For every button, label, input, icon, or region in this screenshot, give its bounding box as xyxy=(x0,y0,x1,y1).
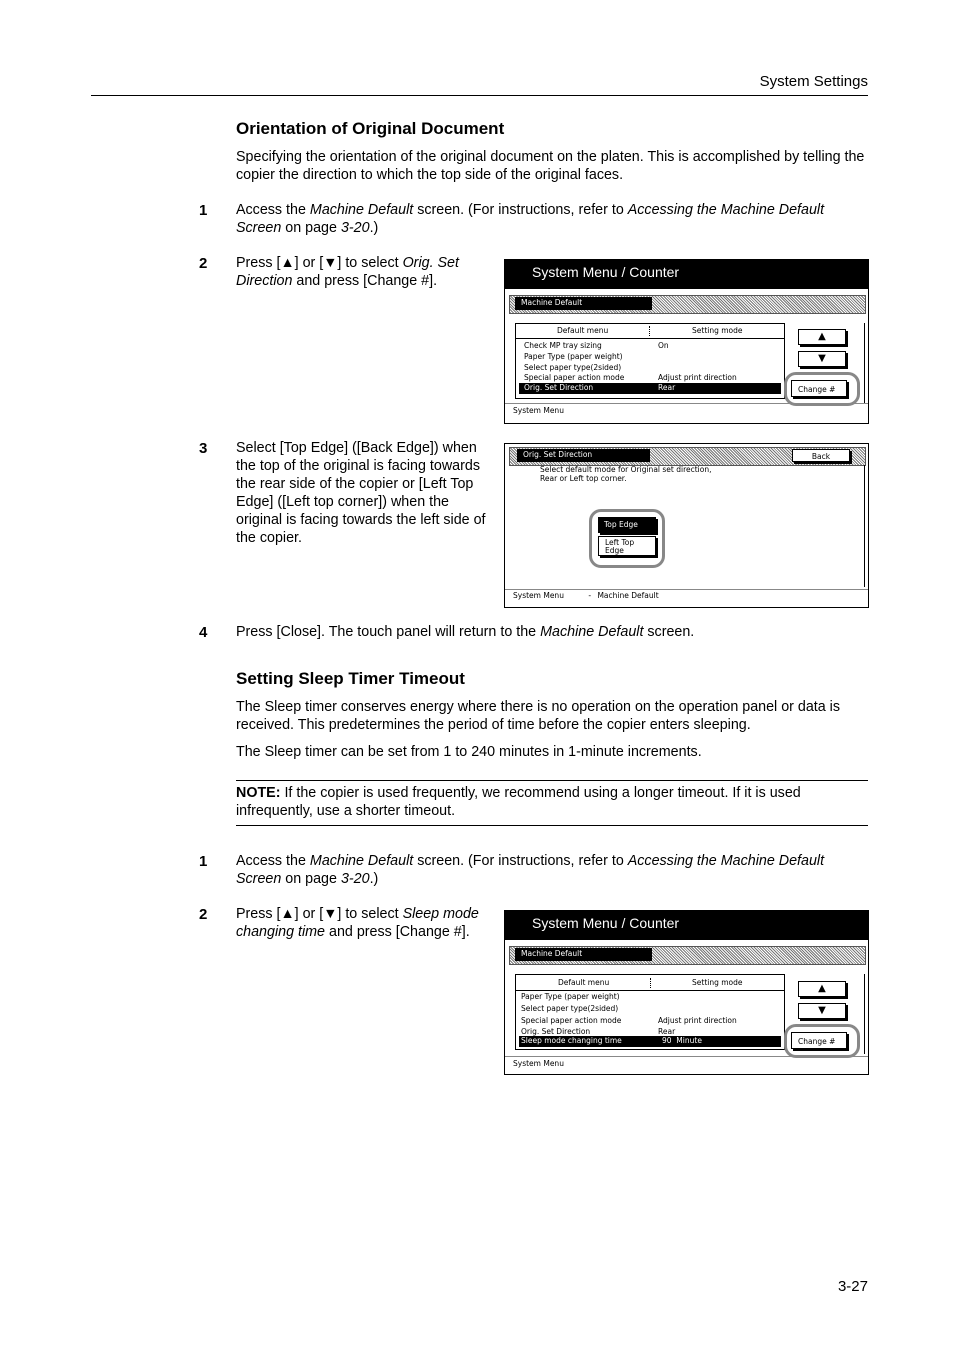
change-button[interactable]: Change # xyxy=(791,380,847,397)
column-divider xyxy=(650,978,651,988)
step-number: 1 xyxy=(199,853,208,870)
tab-machine-default: Machine Default xyxy=(515,297,652,310)
panel-edge xyxy=(864,323,865,403)
note-top-rule xyxy=(236,780,868,781)
list-item[interactable]: Paper Type (paper weight) xyxy=(521,992,620,1001)
list-item-value: Rear xyxy=(658,1027,676,1036)
list-item[interactable]: Select paper type(2sided) xyxy=(521,1004,619,1013)
column-divider xyxy=(649,326,650,336)
header-rule xyxy=(91,95,868,96)
step-number: 2 xyxy=(199,255,208,272)
instruction-text: Select default mode for Original set direction, xyxy=(540,465,712,474)
page-number: 3-27 xyxy=(837,1278,868,1295)
scroll-up-button[interactable]: ▲ xyxy=(798,981,846,997)
panel-title: System Menu / Counter xyxy=(505,911,868,940)
list-item[interactable]: Select paper type(2sided) xyxy=(524,363,622,372)
settings-list xyxy=(515,974,785,1050)
panel-title: System Menu / Counter xyxy=(505,260,868,289)
touch-panel-orig-set-direction xyxy=(504,443,869,608)
section-title-orientation: Orientation of Original Document xyxy=(236,119,505,138)
list-item[interactable]: Check MP tray sizing xyxy=(524,341,602,350)
step-text: Press [Close]. The touch panel will return to the Machine Default screen. xyxy=(236,624,695,640)
list-item-selected[interactable]: Sleep mode changing time 90 Minute xyxy=(519,1036,781,1047)
step-number: 1 xyxy=(199,202,208,219)
column-header-default-menu: Default menu xyxy=(557,326,609,335)
section-paragraph: The Sleep timer can be set from 1 to 240 minutes in 1-minute increments. xyxy=(236,744,702,760)
list-item-value: Adjust print direction xyxy=(658,373,737,382)
list-item-value: Adjust print direction xyxy=(658,1016,737,1025)
step-text: Select [Top Edge] ([Back Edge]) when the top of the original is facing towards the rear side of the copier or [Left Top Edge] ([Left top corner]) when the original is facing towards the left side of the copier. xyxy=(236,440,486,546)
list-item[interactable]: Paper Type (paper weight) xyxy=(524,352,623,361)
list-item-selected[interactable]: Orig. Set Direction Rear xyxy=(519,383,781,394)
running-header: System Settings xyxy=(759,73,868,90)
footer-breadcrumb: System Menu xyxy=(513,406,564,415)
header-divider xyxy=(516,990,784,991)
touch-panel-machine-default xyxy=(504,259,869,424)
list-item[interactable]: Special paper action mode xyxy=(521,1016,622,1025)
tab-machine-default: Machine Default xyxy=(515,948,652,961)
settings-list xyxy=(515,323,785,399)
footer-divider xyxy=(505,1056,868,1057)
step-text: Access the Machine Default screen. (For instructions, refer to Accessing the Machine Default Screen on page 3-20.) xyxy=(236,202,825,236)
section-title-sleep-timer: Setting Sleep Timer Timeout xyxy=(236,669,465,688)
step-text: Press [▲] or [▼] to select Orig. Set Direction and press [Change #]. xyxy=(236,255,459,289)
step-number: 2 xyxy=(199,906,208,923)
step-text: Access the Machine Default screen. (For instructions, refer to Accessing the Machine Default Screen on page 3-20.) xyxy=(236,853,825,887)
section-paragraph: The Sleep timer conserves energy where there is no operation on the operation panel or data is received. This predetermines the period of time before the copier enters sleeping. xyxy=(236,699,841,733)
section-intro: Specifying the orientation of the original document on the platen. This is accomplished by telling the copier the direction to which the top side of the original faces. xyxy=(236,149,865,183)
touch-panel-machine-default-sleep xyxy=(504,910,869,1075)
scroll-down-button[interactable]: ▼ xyxy=(798,1003,846,1019)
header-divider xyxy=(516,338,784,339)
note: NOTE: If the copier is used frequently, we recommend using a longer timeout. If it is used infrequently, use a shorter timeout. xyxy=(236,785,801,819)
note-bottom-rule xyxy=(236,825,868,826)
scroll-down-button[interactable]: ▼ xyxy=(798,351,846,367)
left-top-edge-button[interactable]: Left Top Edge xyxy=(598,536,656,556)
footer-divider xyxy=(505,403,868,404)
change-button[interactable]: Change # xyxy=(791,1032,847,1049)
list-item[interactable]: Special paper action mode xyxy=(524,373,625,382)
column-header-default-menu: Default menu xyxy=(558,978,610,987)
footer-breadcrumb: System Menu - Machine Default xyxy=(513,591,659,600)
scroll-up-button[interactable]: ▲ xyxy=(798,329,846,345)
footer-divider xyxy=(505,589,868,590)
column-header-setting-mode: Setting mode xyxy=(692,326,743,335)
panel-edge xyxy=(864,974,865,1054)
list-item-value: On xyxy=(658,341,669,350)
step-number: 3 xyxy=(199,440,208,457)
tab-orig-set-direction: Orig. Set Direction xyxy=(517,449,650,462)
back-button[interactable]: Back xyxy=(792,449,850,462)
list-item[interactable]: Orig. Set Direction xyxy=(521,1027,591,1036)
footer-breadcrumb: System Menu xyxy=(513,1059,564,1068)
panel-edge xyxy=(864,465,865,587)
top-edge-button[interactable]: Top Edge xyxy=(598,517,656,533)
step-text: Press [▲] or [▼] to select Sleep mode changing time and press [Change #]. xyxy=(236,906,479,940)
column-header-setting-mode: Setting mode xyxy=(692,978,743,987)
instruction-text: Rear or Left top corner. xyxy=(540,474,627,483)
step-number: 4 xyxy=(199,624,208,641)
